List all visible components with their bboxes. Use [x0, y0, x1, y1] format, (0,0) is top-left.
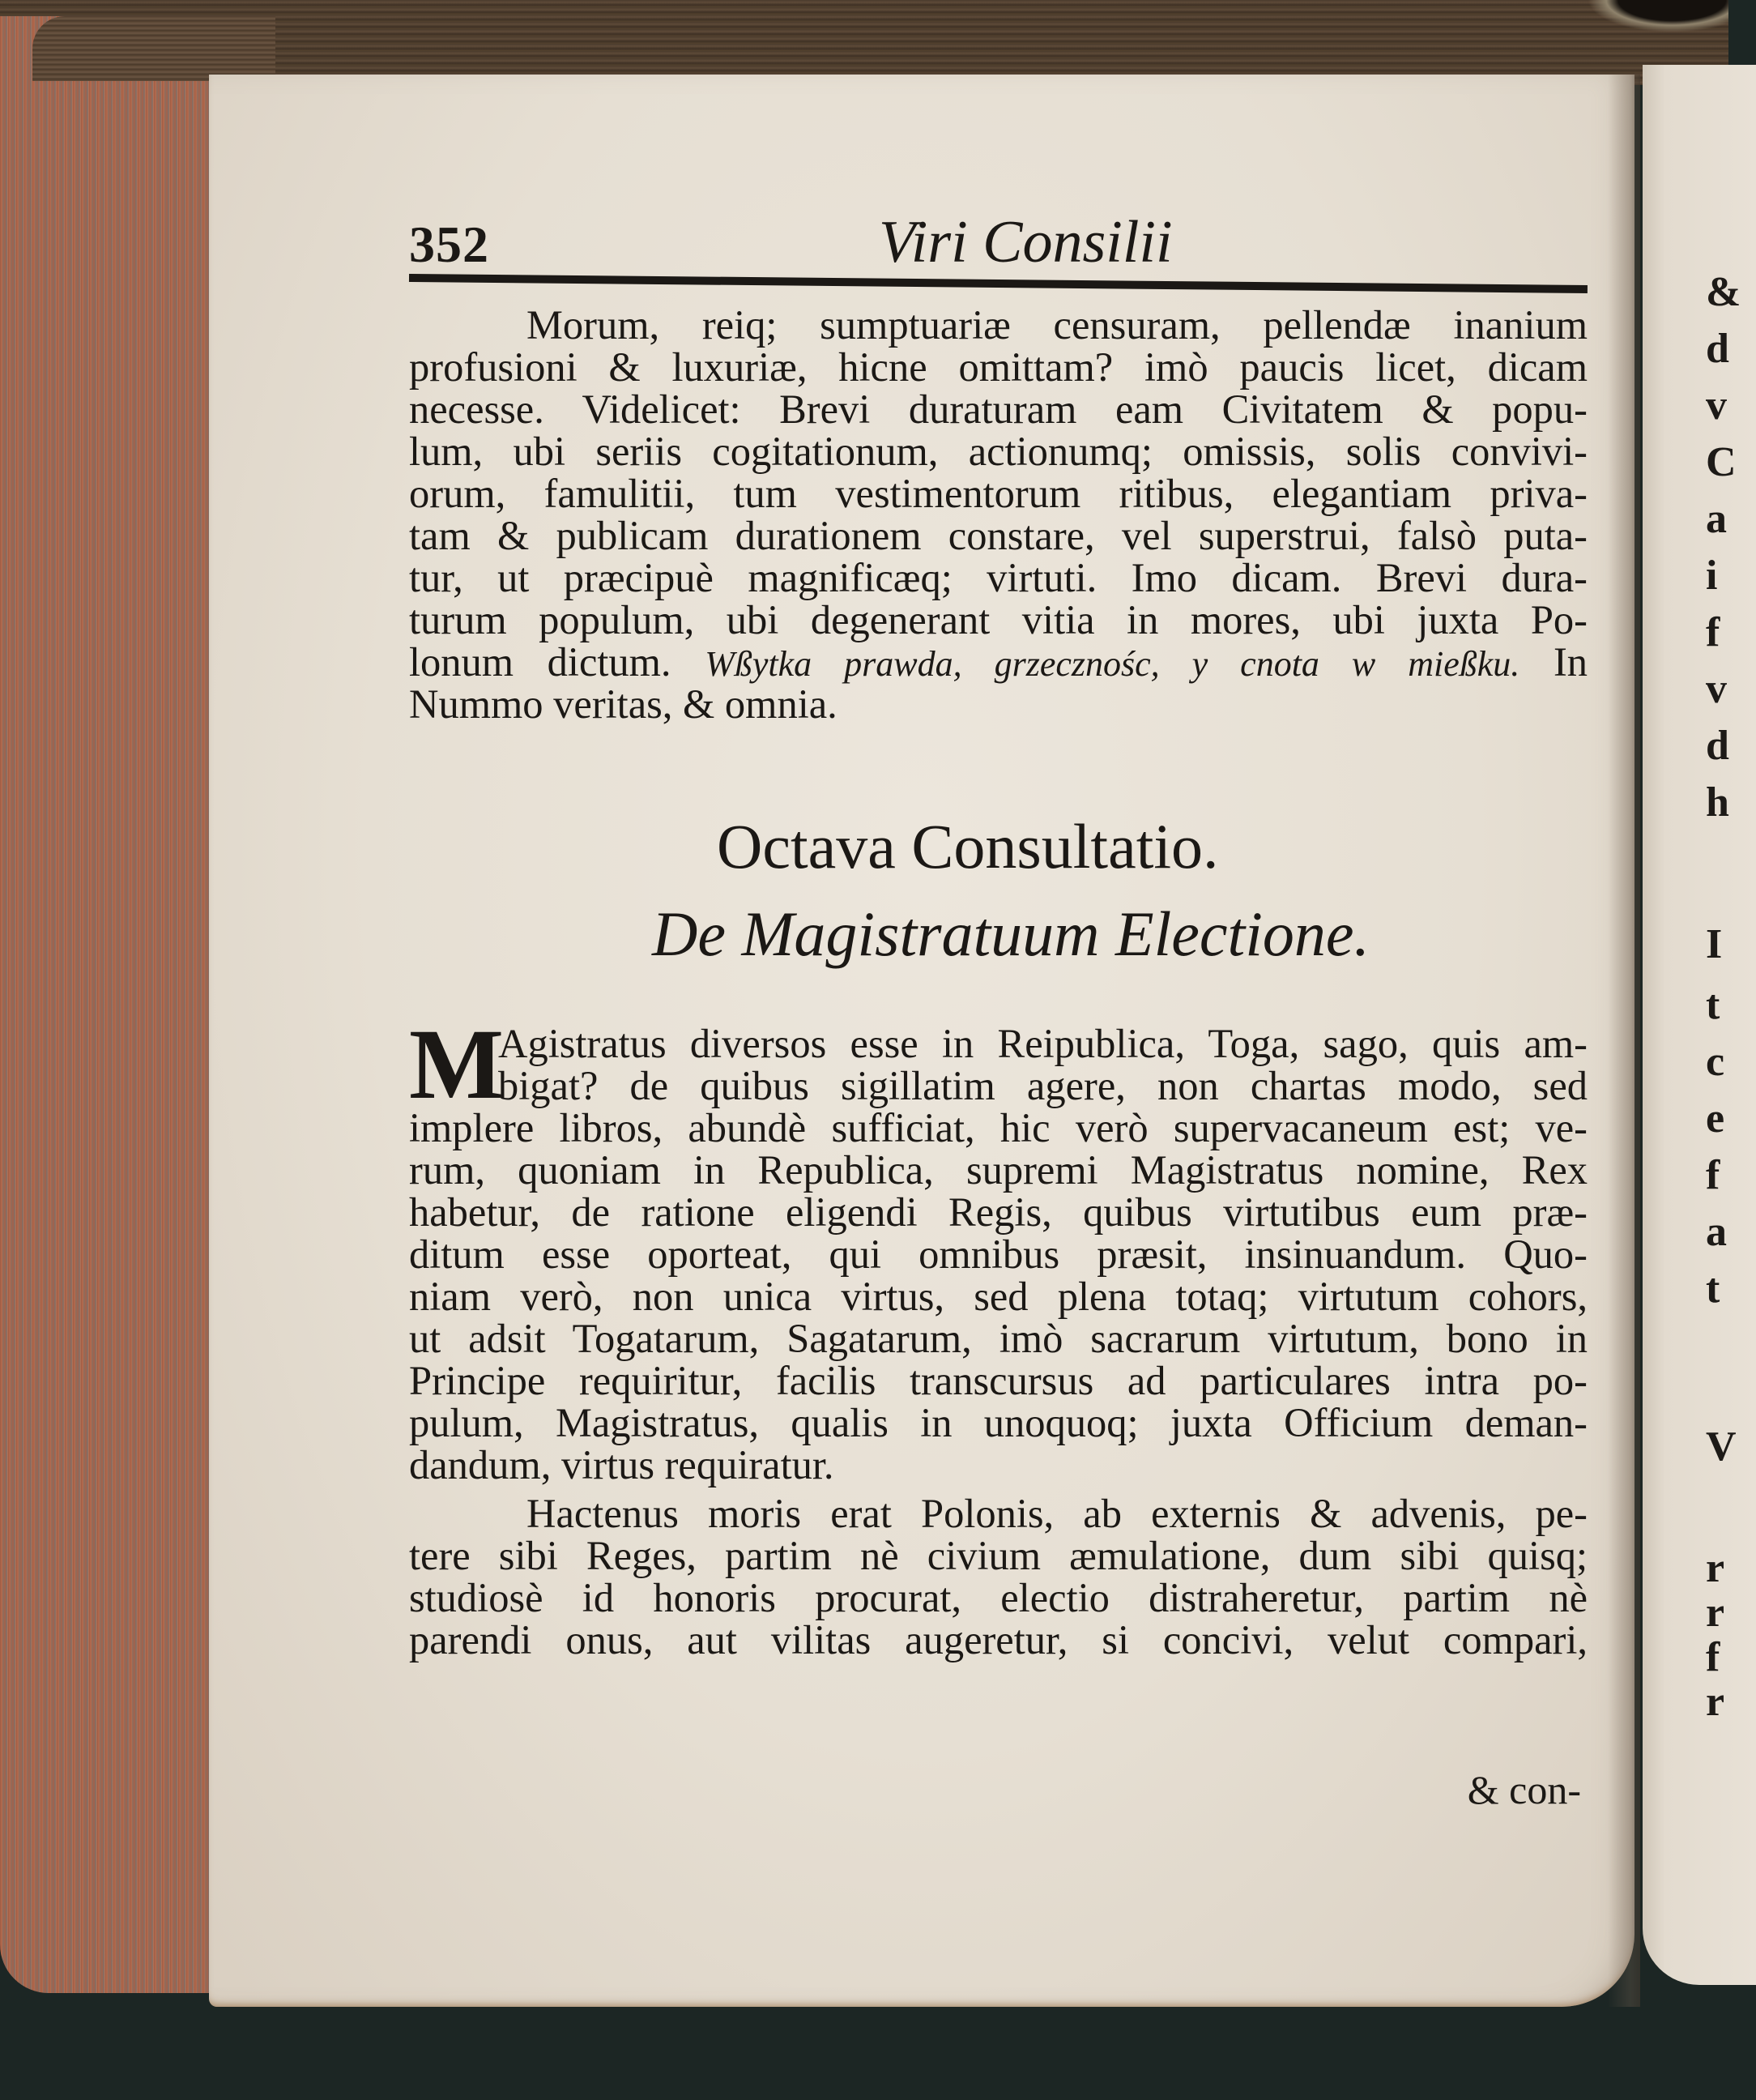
facing-page-fragment: t [1706, 982, 1720, 1028]
text-line: Nummo veritas, & omnia. [409, 681, 838, 727]
facing-page-fragment: f [1706, 1634, 1720, 1680]
bookmark-ribbon [1588, 0, 1728, 32]
text-line: Hactenus moris erat Polonis, ab externis & advenis, pe- [526, 1491, 1588, 1536]
drop-cap: M [409, 1009, 505, 1120]
text-line: Agistratus diversos esse in Reipublica, Toga, sago, quis am- [498, 1021, 1588, 1066]
proverb-intro: lonum dictum. [409, 639, 671, 685]
text-line: tam & publicam durationem constare, vel superstrui, falsò puta- [409, 513, 1588, 558]
facing-page-fragment: V [1706, 1423, 1737, 1470]
facing-page-fragment: v [1706, 666, 1727, 712]
facing-page-fragment: t [1706, 1266, 1720, 1312]
facing-page-fragment: a [1706, 1209, 1727, 1255]
text-line: bigat? de quibus sigillatim agere, non chartas modo, sed [498, 1063, 1588, 1108]
facing-page-fragment: h [1706, 779, 1729, 826]
facing-page-fragment: v [1706, 382, 1727, 429]
text-line: tur, ut præcipuè magnificæq; virtuti. Imo dicam. Brevi dura- [409, 555, 1588, 600]
polish-proverb: Wßytka prawda, grzecznośc, y cnota w mießku. [705, 644, 1520, 684]
paragraph-1 [409, 1022, 1588, 1486]
facing-page-fragment: d [1706, 326, 1729, 372]
text-line: ut adsit Togatarum, Sagatarum, imò sacrarum virtutum, bono in [409, 1316, 1588, 1361]
text-line: lum, ubi seriis cogitationum, actionumq; omissis, solis convivi- [409, 429, 1588, 474]
facing-page-fragment: a [1706, 496, 1727, 542]
text-line: Morum, reiq; sumptuariæ censuram, pellendæ inanium [526, 302, 1588, 348]
facing-page-fragment: f [1706, 1152, 1720, 1198]
text-line: parendi onus, aut vilitas augeretur, si concivi, velut compari, [409, 1617, 1588, 1662]
page-number: 352 [409, 216, 489, 273]
catchword: & con- [1467, 1767, 1581, 1812]
text-line: Principe requiritur, facilis transcursus ad particulares intra po- [409, 1358, 1588, 1403]
facing-page-fragment: & [1706, 269, 1741, 315]
text-line: niam verò, non unica virtus, sed plena totaq; virtutum cohors, [409, 1274, 1588, 1319]
facing-page-fragment: r [1706, 1590, 1725, 1636]
book-head-edge [32, 16, 275, 81]
text-line: turum populum, ubi degenerant vitia in mores, ubi juxta Po- [409, 597, 1588, 642]
text-line: habetur, de ratione eligendi Regis, quibus virtutibus eum præ- [409, 1189, 1588, 1235]
facing-page-fragment: e [1706, 1095, 1725, 1142]
text-line: orum, famulitii, tum vestimentorum ritibus, elegantiam priva- [409, 471, 1588, 516]
proverb-line [409, 641, 1588, 683]
facing-page-fragment: d [1706, 723, 1729, 769]
facing-page-fragment: r [1706, 1545, 1725, 1591]
text-line: rum, quoniam in Republica, supremi Magistratus nomine, Rex [409, 1147, 1588, 1193]
book-page-block-edge [0, 16, 212, 1993]
continuation-paragraph [409, 304, 1588, 725]
text-line: dandum, virtus requiratur. [409, 1442, 834, 1488]
text-line: pulum, Magistratus, qualis in unoquoq; juxta Officium deman- [409, 1400, 1588, 1445]
text-line: tere sibi Reges, partim nè civium æmulatione, dum sibi quisq; [409, 1533, 1588, 1578]
text-line: implere libros, abundè sufficiat, hic verò supervacaneum est; ve- [409, 1105, 1588, 1150]
facing-page-fragment: i [1706, 553, 1718, 599]
facing-page-fragment: C [1706, 439, 1737, 485]
section-subtitle: De Magistratuum Electione. [652, 898, 1370, 969]
text-line: studiosè id honoris procurat, electio distraheretur, partim nè [409, 1575, 1588, 1620]
facing-page-fragment: I [1706, 921, 1723, 967]
facing-page-fragment: f [1706, 609, 1720, 655]
paragraph-2 [409, 1492, 1588, 1661]
facing-page-fragment: r [1706, 1679, 1725, 1725]
text-line: ditum esse oporteat, qui omnibus præsit, insinuandum. Quo- [409, 1231, 1588, 1277]
text-line: necesse. Videlicet: Brevi duraturam eam Civitatem & popu- [409, 386, 1588, 432]
facing-page-fragment: c [1706, 1039, 1725, 1085]
proverb-after: In [1553, 639, 1588, 685]
running-head [409, 209, 1588, 288]
section-title: Octava Consultatio. [717, 811, 1219, 881]
running-title: Viri Consilii [879, 209, 1173, 275]
text-line: profusioni & luxuriæ, hicne omittam? imò paucis licet, dicam [409, 344, 1588, 390]
facing-page [1643, 65, 1756, 1985]
gutter-shadow [1608, 75, 1640, 2007]
